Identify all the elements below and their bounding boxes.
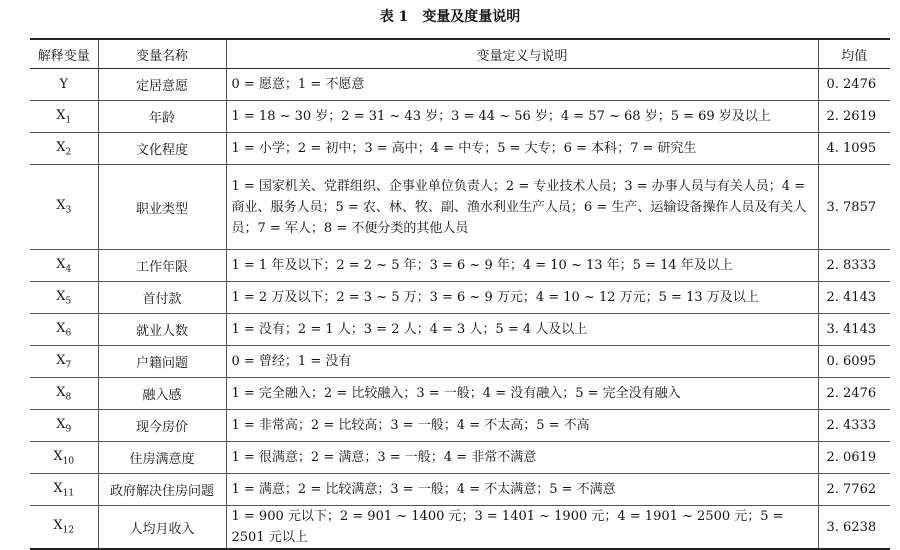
variable-mean: 2. 0619	[818, 442, 890, 474]
variable-symbol	[30, 250, 98, 282]
variable-subscript: 11	[62, 488, 75, 499]
variable-name: 工作年限	[98, 250, 226, 282]
variable-subscript: 12	[62, 525, 75, 536]
table-caption	[0, 0, 900, 34]
variable-symbol	[30, 69, 98, 101]
table-row	[30, 346, 890, 378]
header-row	[30, 39, 890, 69]
table-row	[30, 165, 890, 250]
variable-mean: 3. 7857	[818, 165, 890, 250]
variable-letter: X	[56, 288, 66, 304]
variable-letter: X	[56, 320, 66, 336]
variable-letter: X	[56, 256, 66, 272]
variable-subscript: 7	[65, 360, 72, 371]
table-row	[30, 506, 890, 550]
table-row	[30, 282, 890, 314]
variable-symbol	[30, 101, 98, 133]
table-row	[30, 133, 890, 165]
variable-definition: 1 = 没有；2 = 1 人；3 = 2 人；4 = 3 人；5 = 4 人及以上	[226, 314, 818, 346]
variable-definition: 1 = 18 ~ 30 岁；2 = 31 ~ 43 岁；3 = 44 ~ 56 岁；4 = 57 ~ 68 岁；5 = 69 岁及以上	[226, 101, 818, 133]
variable-symbol	[30, 506, 98, 550]
variable-mean: 2. 7762	[818, 474, 890, 506]
variable-mean: 2. 4143	[818, 282, 890, 314]
variable-symbol	[30, 346, 98, 378]
variable-name: 政府解决住房问题	[98, 474, 226, 506]
variable-subscript: 9	[65, 424, 72, 435]
variable-subscript: 10	[62, 456, 75, 467]
table-row	[30, 442, 890, 474]
variable-name: 职业类型	[98, 165, 226, 250]
variable-subscript: 2	[65, 147, 72, 158]
variable-name: 现今房价	[98, 410, 226, 442]
variable-letter: Y	[59, 77, 69, 92]
header-explanatory-variable: 解释变量	[30, 39, 98, 69]
table-body	[30, 69, 890, 550]
variable-name: 住房满意度	[98, 442, 226, 474]
variable-symbol	[30, 133, 98, 165]
variable-symbol	[30, 165, 98, 250]
variable-letter: X	[53, 518, 63, 534]
variable-letter: X	[53, 480, 63, 496]
variable-definition: 1 = 1 年及以下；2 = 2 ~ 5 年；3 = 6 ~ 9 年；4 = 10 ~ 13 年；5 = 14 年及以上	[226, 250, 818, 282]
variable-definition: 1 = 2 万及以下；2 = 3 ~ 5 万；3 = 6 ~ 9 万元；4 = 10 ~ 12 万元；5 = 13 万及以上	[226, 282, 818, 314]
table-title: 变量及度量说明	[422, 9, 521, 25]
header-variable-name: 变量名称	[98, 39, 226, 69]
variable-definition: 1 = 很满意；2 = 满意；3 = 一般；4 = 非常不满意	[226, 442, 818, 474]
variable-subscript: 3	[65, 205, 72, 216]
table-row	[30, 69, 890, 101]
variable-subscript: 8	[65, 392, 72, 403]
variable-name: 户籍问题	[98, 346, 226, 378]
variable-name: 文化程度	[98, 133, 226, 165]
variable-symbol	[30, 314, 98, 346]
variable-definition: 1 = 非常高；2 = 比较高；3 = 一般；4 = 不太高；5 = 不高	[226, 410, 818, 442]
table-number: 表 1	[379, 9, 409, 25]
table-row	[30, 101, 890, 133]
variable-mean: 4. 1095	[818, 133, 890, 165]
variable-mean: 2. 8333	[818, 250, 890, 282]
variable-name: 年龄	[98, 101, 226, 133]
variable-definition: 0 = 愿意；1 = 不愿意	[226, 69, 818, 101]
variable-letter: X	[56, 198, 66, 214]
variable-mean: 2. 4333	[818, 410, 890, 442]
variable-subscript: 4	[65, 264, 72, 275]
variable-name: 就业人数	[98, 314, 226, 346]
variable-subscript: 1	[65, 115, 72, 126]
table-row	[30, 250, 890, 282]
variable-symbol	[30, 410, 98, 442]
variable-name: 融入感	[98, 378, 226, 410]
variable-mean: 3. 4143	[818, 314, 890, 346]
variable-mean: 2. 2619	[818, 101, 890, 133]
variable-letter: X	[56, 107, 66, 123]
variable-letter: X	[56, 384, 66, 400]
variable-mean: 0. 2476	[818, 69, 890, 101]
variable-symbol	[30, 378, 98, 410]
table-row	[30, 474, 890, 506]
variable-letter: X	[56, 416, 66, 432]
variable-name: 人均月收入	[98, 506, 226, 550]
variable-letter: X	[56, 352, 66, 368]
variable-symbol	[30, 282, 98, 314]
variable-definition: 1 = 完全融入；2 = 比较融入；3 = 一般；4 = 没有融入；5 = 完全没有融入	[226, 378, 818, 410]
table-row	[30, 314, 890, 346]
variable-mean: 0. 6095	[818, 346, 890, 378]
header-definition: 变量定义与说明	[226, 39, 818, 69]
variable-table	[30, 38, 890, 550]
variable-letter: X	[56, 139, 66, 155]
variable-definition: 1 = 国家机关、党群组织、企事业单位负责人；2 = 专业技术人员；3 = 办事人员与有关人员；4 = 商业、服务人员；5 = 农、林、牧、副、渔水利业生产人员；6 = 生产、运输设备操作人员及有关人员；7 = 军人；8 = 不便分类的其他人员	[226, 165, 818, 250]
variable-definition: 1 = 满意；2 = 比较满意；3 = 一般；4 = 不太满意；5 = 不满意	[226, 474, 818, 506]
variable-definition: 1 = 900 元以下；2 = 901 ~ 1400 元；3 = 1401 ~ 1900 元；4 = 1901 ~ 2500 元；5 = 2501 元以上	[226, 506, 818, 550]
variable-name: 首付款	[98, 282, 226, 314]
variable-definition: 1 = 小学；2 = 初中；3 = 高中；4 = 中专；5 = 大专；6 = 本科；7 = 研究生	[226, 133, 818, 165]
variable-subscript: 6	[65, 328, 72, 339]
variable-subscript: 5	[65, 296, 72, 307]
variable-symbol	[30, 474, 98, 506]
variable-mean: 2. 2476	[818, 378, 890, 410]
variable-letter: X	[53, 448, 63, 464]
variable-name: 定居意愿	[98, 69, 226, 101]
variable-definition: 0 = 曾经；1 = 没有	[226, 346, 818, 378]
header-mean: 均值	[818, 39, 890, 69]
variable-symbol	[30, 442, 98, 474]
variable-mean: 3. 6238	[818, 506, 890, 550]
table-row	[30, 410, 890, 442]
table-row	[30, 378, 890, 410]
